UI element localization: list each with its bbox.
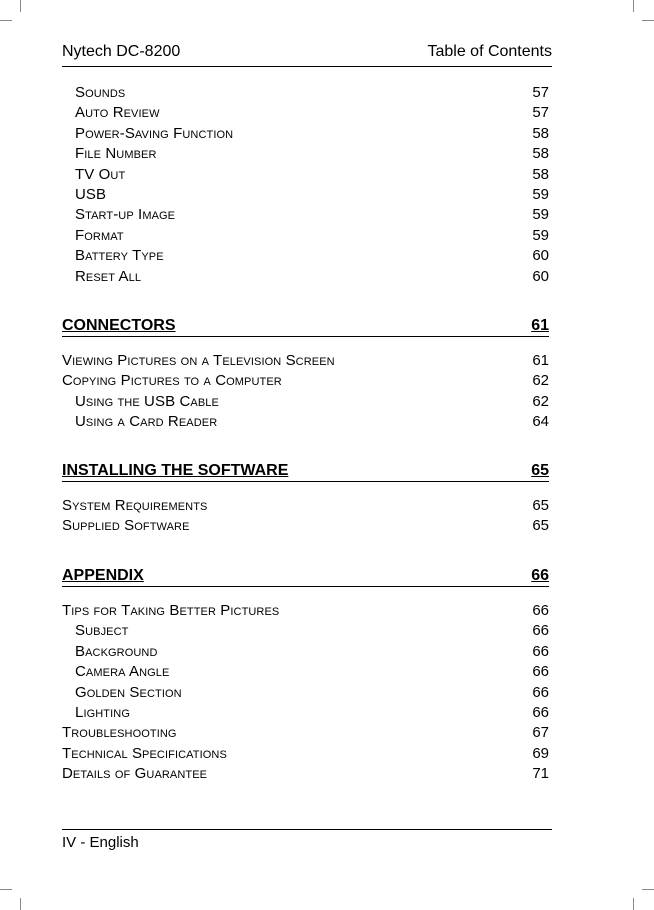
section-title: CONNECTORS [62,317,176,334]
entry-page-number: 69 [532,744,549,762]
toc-entry[interactable] [62,185,549,205]
section-page-number: 61 [531,317,549,334]
entry-page-number: 65 [532,517,549,535]
entry-title: Format [75,226,124,244]
entry-title: Supplied Software [62,517,190,535]
entry-page-number: 58 [532,165,549,183]
toc-entry[interactable] [62,144,549,164]
section-title: INSTALLING THE SOFTWARE [62,462,289,479]
toc-entry[interactable] [62,412,549,432]
entry-page-number: 64 [532,413,549,431]
toc-entry[interactable] [62,683,549,703]
toc-entry[interactable] [62,103,549,123]
entry-title: USB [75,186,107,203]
entry-title: File Number [75,145,157,163]
section-underline [62,336,549,337]
entry-title: Auto Review [75,104,160,122]
entry-title: Subject [75,622,129,640]
entry-title: System Requirements [62,497,208,514]
entry-page-number: 66 [532,683,549,701]
toc-entry[interactable] [62,226,549,246]
toc-entry[interactable] [62,83,549,103]
toc-entry[interactable] [62,764,549,784]
toc-entry[interactable] [62,351,549,371]
entry-page-number: 62 [532,392,549,410]
entry-title: Using the USB Cable [75,392,219,410]
entry-page-number: 58 [532,145,549,163]
entry-page-number: 59 [532,186,549,203]
toc-entry[interactable] [62,662,549,682]
entry-page-number: 67 [532,724,549,742]
toc-entry[interactable] [62,516,549,536]
toc-entry[interactable] [62,703,549,723]
toc-entry[interactable] [62,392,549,412]
entry-title: Copying Pictures to a Computer [62,372,282,390]
entry-page-number: 66 [532,602,549,619]
entry-title: Battery Type [75,247,164,265]
entry-title: TV Out [75,165,126,183]
entry-page-number: 59 [532,206,549,224]
toc-entry[interactable] [62,723,549,743]
entry-title: Lighting [75,704,130,721]
entry-page-number: 66 [532,663,549,681]
toc-section-heading[interactable] [62,461,549,481]
entry-title: Start-up Image [75,206,176,224]
section-underline [62,481,549,482]
toc-entry[interactable] [62,621,549,641]
toc-section-heading[interactable] [62,316,549,336]
entry-title: Tips for Taking Better Pictures [62,602,280,619]
entry-title: Sounds [75,84,126,101]
toc-entry[interactable] [62,267,549,287]
section-underline [62,586,549,587]
toc-entry[interactable] [62,205,549,225]
toc-section-heading[interactable] [62,566,549,586]
entry-title: Troubleshooting [62,724,177,742]
entry-title: Background [75,642,158,660]
entry-title: Using a Card Reader [75,413,218,431]
entry-page-number: 62 [532,372,549,390]
entry-title: Details of Guarantee [62,765,208,783]
entry-title: Camera Angle [75,663,170,681]
toc-entry[interactable] [62,496,549,516]
entry-page-number: 71 [532,765,549,783]
section-page-number: 65 [531,462,549,479]
section-page-number: 66 [531,567,549,584]
toc-entry[interactable] [62,601,549,621]
header-product-name: Nytech DC-8200 [62,43,181,60]
toc-entry[interactable] [62,371,549,391]
section-title: APPENDIX [62,567,144,584]
entry-title: Reset All [75,267,142,285]
entry-title: Technical Specifications [62,744,227,762]
entry-title: Viewing Pictures on a Television Screen [62,352,335,369]
entry-page-number: 66 [532,622,549,640]
entry-page-number: 66 [532,642,549,660]
entry-title: Golden Section [75,683,182,701]
footer-rule [62,829,552,830]
toc-entry[interactable] [62,642,549,662]
entry-page-number: 59 [532,226,549,244]
entry-page-number: 60 [532,267,549,285]
entry-page-number: 60 [532,247,549,265]
toc-entry[interactable] [62,124,549,144]
entry-page-number: 57 [532,84,549,101]
page-footer: IV - English [62,834,139,851]
header-section-title: Table of Contents [427,43,552,60]
entry-page-number: 58 [532,124,549,142]
entry-page-number: 57 [532,104,549,122]
entry-title: Power-Saving Function [75,124,234,142]
entry-page-number: 66 [532,704,549,721]
entry-page-number: 65 [532,497,549,514]
toc-entry[interactable] [62,246,549,266]
toc-entry[interactable] [62,744,549,764]
entry-page-number: 61 [532,352,549,369]
toc-entry[interactable] [62,165,549,185]
